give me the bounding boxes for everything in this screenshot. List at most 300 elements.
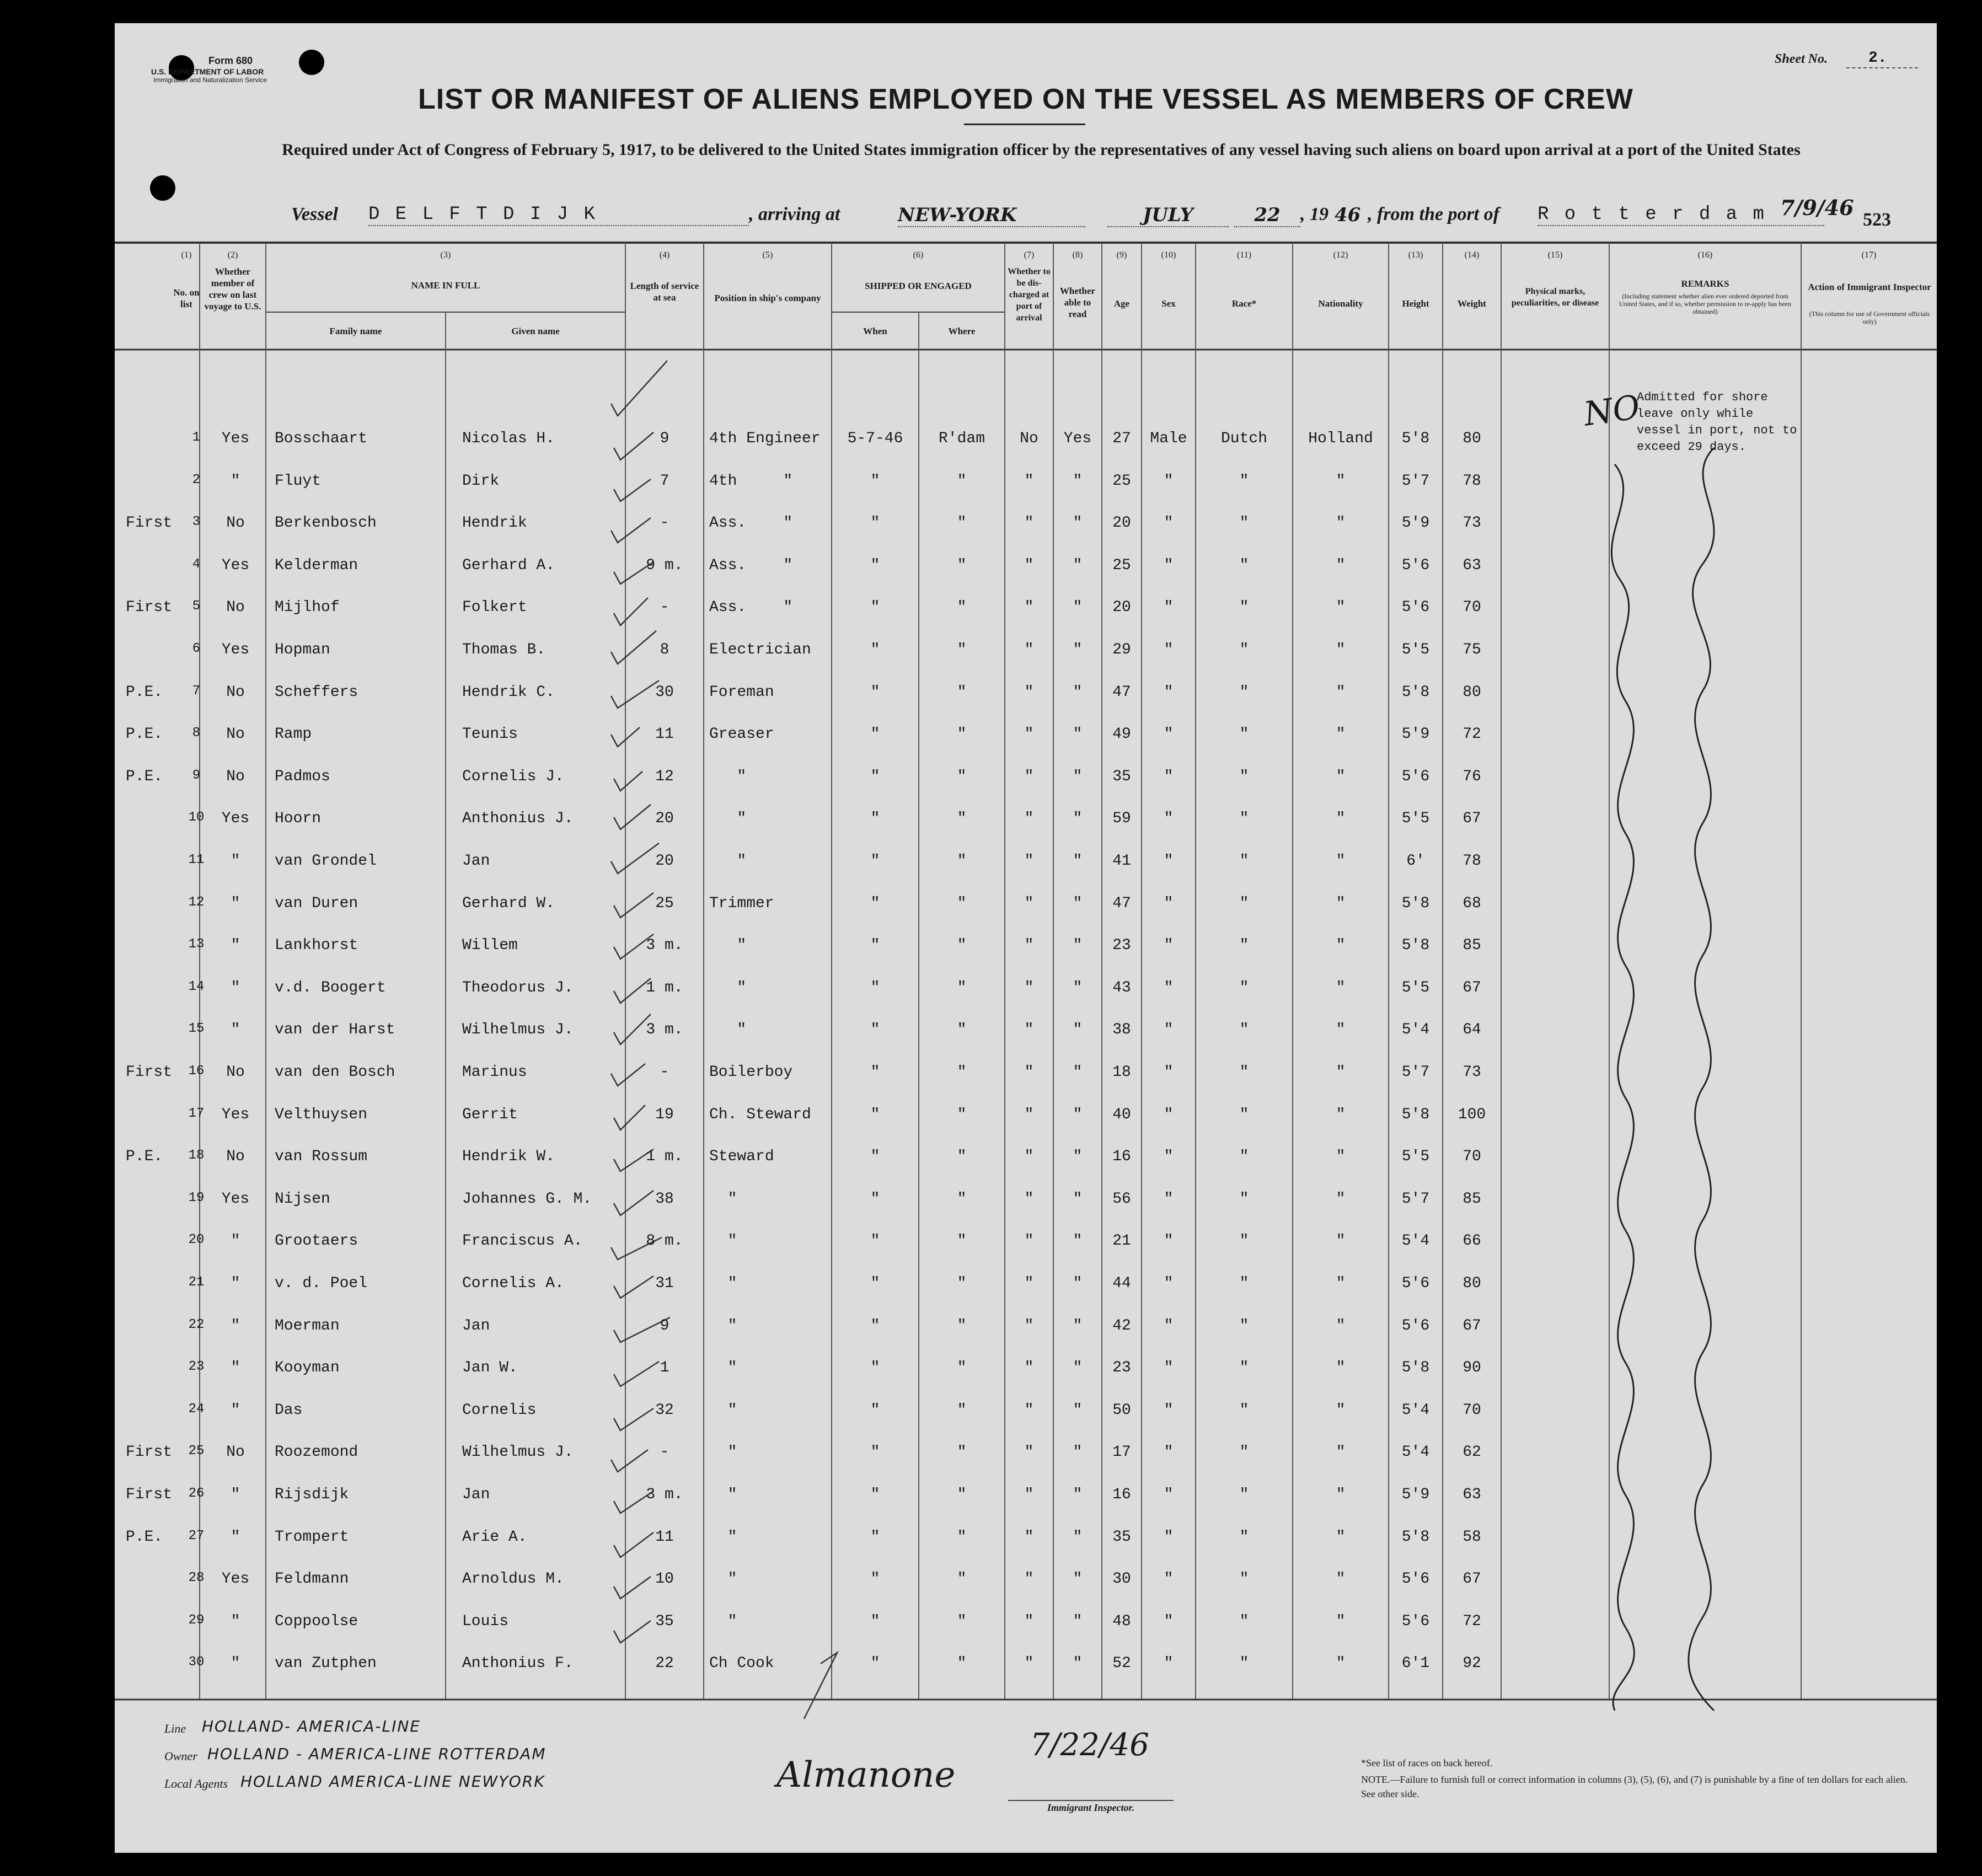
shipped-when: " [870, 557, 880, 574]
age: 56 [1112, 1191, 1131, 1208]
race: " [1239, 979, 1249, 996]
shipped-when: " [870, 1106, 880, 1123]
position: Greaser [709, 726, 774, 743]
given-name: Anthonius J. [462, 810, 574, 827]
able-to-read: " [1073, 1444, 1083, 1461]
column-number: (2) [227, 250, 238, 260]
list-number: 17 [188, 1106, 205, 1121]
family-name: van Rossum [275, 1148, 368, 1165]
service-length: 38 [655, 1191, 674, 1208]
able-to-read: " [1073, 937, 1083, 954]
service-length: 1 m. [646, 979, 683, 996]
family-name: Padmos [275, 768, 330, 785]
family-name: van der Harst [275, 1021, 395, 1038]
owner-label: Owner [164, 1749, 197, 1763]
sex: " [1164, 1275, 1174, 1292]
column-number: (1) [181, 250, 192, 260]
family-name: van Duren [275, 895, 358, 912]
height: 5'8 [1401, 895, 1430, 912]
given-name: Jan [462, 1486, 490, 1503]
height: 5'6 [1401, 557, 1430, 574]
shipped-where: " [957, 1317, 967, 1334]
family-name: Nijsen [275, 1191, 330, 1208]
age: 43 [1112, 979, 1131, 996]
race: " [1239, 599, 1249, 616]
header-age: Age [1113, 298, 1130, 309]
to-be-discharged: " [1024, 514, 1034, 532]
arrival-port: NEW-YORK [898, 204, 1085, 227]
shipped-when: " [870, 1275, 880, 1292]
last-voyage-member: " [231, 937, 240, 954]
list-number: 5 [192, 599, 201, 614]
shipped-where: " [957, 599, 967, 616]
nationality: " [1336, 557, 1346, 574]
service-length: 12 [655, 768, 674, 785]
race: " [1239, 557, 1249, 574]
sex: " [1164, 1359, 1174, 1376]
given-name: Marinus [462, 1064, 527, 1081]
family-name: Hopman [275, 641, 330, 658]
able-to-read: " [1073, 1359, 1083, 1376]
sex: " [1164, 1613, 1174, 1630]
shipped-when: " [870, 641, 880, 658]
nationality: " [1336, 1655, 1346, 1672]
race: " [1239, 1275, 1249, 1292]
last-voyage-member: Yes [221, 1191, 250, 1208]
nationality: " [1336, 514, 1346, 532]
shipped-when: " [870, 599, 880, 616]
shipped-where: " [957, 1486, 967, 1503]
race: " [1239, 1444, 1249, 1461]
able-to-read: " [1073, 641, 1083, 658]
nationality: " [1336, 641, 1346, 658]
last-voyage-member: No [226, 1148, 245, 1165]
weight: 70 [1463, 1402, 1481, 1419]
sex: " [1164, 1106, 1174, 1123]
age: 17 [1112, 1444, 1131, 1461]
age: 25 [1112, 557, 1131, 574]
department-name: U.S. DEPARTMENT OF LABOR [151, 67, 264, 76]
column-number: (13) [1408, 250, 1423, 260]
shipped-where: " [957, 1021, 967, 1038]
sex: " [1164, 853, 1174, 870]
entry-note: First [126, 514, 173, 532]
age: 52 [1112, 1655, 1131, 1672]
race: " [1239, 1571, 1249, 1588]
given-name: Johannes G. M. [462, 1191, 592, 1208]
age: 47 [1112, 895, 1131, 912]
shipped-when: " [870, 1021, 880, 1038]
to-be-discharged: " [1024, 853, 1034, 870]
service-length: 1 m. [646, 1148, 683, 1165]
column-number: (15) [1547, 250, 1563, 260]
header-race: Race* [1231, 298, 1257, 309]
header-inspector-action: Action of Immigrant Inspector [1808, 282, 1931, 292]
weight: 70 [1463, 599, 1481, 616]
able-to-read: " [1073, 1106, 1083, 1123]
to-be-discharged: " [1024, 937, 1034, 954]
age: 20 [1112, 599, 1131, 616]
column-number: (5) [762, 250, 773, 260]
to-be-discharged: " [1024, 1402, 1034, 1419]
able-to-read: " [1073, 514, 1083, 532]
age: 44 [1112, 1275, 1131, 1292]
race: " [1239, 1021, 1249, 1038]
given-name: Nicolas H. [462, 430, 555, 447]
given-name: Jan W. [462, 1359, 518, 1376]
age: 35 [1112, 768, 1131, 785]
service-length: 19 [655, 1106, 674, 1123]
sex: " [1164, 810, 1174, 827]
list-number: 20 [188, 1232, 205, 1247]
to-be-discharged: " [1024, 557, 1034, 574]
service-length: 3 m. [646, 937, 683, 954]
sex: " [1164, 726, 1174, 743]
sex: " [1164, 514, 1174, 532]
weight: 75 [1463, 641, 1481, 658]
family-name: Das [275, 1402, 303, 1419]
service-length: 35 [655, 1613, 674, 1630]
able-to-read: " [1073, 1275, 1083, 1292]
service-length: 32 [655, 1402, 674, 1419]
shipped-where: " [957, 514, 967, 532]
family-name: Velthuysen [275, 1106, 368, 1123]
list-number: 7 [192, 684, 201, 699]
position: " [709, 937, 747, 954]
column-number: (16) [1697, 250, 1713, 260]
age: 35 [1112, 1529, 1131, 1546]
nationality: " [1336, 768, 1346, 785]
nationality: " [1336, 979, 1346, 996]
height: 5'5 [1401, 641, 1430, 658]
position: " [709, 1317, 737, 1334]
shipped-where: " [957, 1148, 967, 1165]
height: 5'6 [1401, 1571, 1430, 1588]
last-voyage-member: " [231, 1402, 240, 1419]
weight: 73 [1463, 1064, 1481, 1081]
header-length-service: Length of service at sea [630, 281, 699, 303]
sex: " [1164, 1444, 1174, 1461]
entry-note: P.E. [126, 768, 163, 785]
nationality: " [1336, 1571, 1346, 1588]
weight: 90 [1463, 1359, 1481, 1376]
service-length: 3 m. [646, 1021, 683, 1038]
to-be-discharged: " [1024, 1232, 1034, 1250]
position: Steward [709, 1148, 774, 1165]
shipped-when: " [870, 1191, 880, 1208]
able-to-read: Yes [1063, 430, 1092, 447]
last-voyage-member: No [226, 1064, 245, 1081]
height: 5'8 [1401, 1106, 1430, 1123]
shipped-when: " [870, 473, 880, 490]
column-number: (6) [913, 250, 924, 260]
family-name: Kelderman [275, 557, 358, 574]
family-name: van den Bosch [275, 1064, 395, 1081]
last-voyage-member: Yes [221, 810, 250, 827]
given-name: Franciscus A. [462, 1232, 583, 1250]
to-be-discharged: " [1024, 1191, 1034, 1208]
entry-note: First [126, 599, 173, 616]
list-number: 10 [188, 810, 205, 825]
weight: 72 [1463, 1613, 1481, 1630]
age: 49 [1112, 726, 1131, 743]
list-number: 3 [192, 514, 201, 529]
given-name: Wilhelmus J. [462, 1021, 574, 1038]
weight: 63 [1463, 557, 1481, 574]
given-name: Cornelis [462, 1402, 537, 1419]
header-height: Height [1402, 298, 1429, 309]
age: 50 [1112, 1402, 1131, 1419]
last-voyage-member: " [231, 895, 240, 912]
last-voyage-member: No [226, 514, 245, 532]
height: 5'8 [1401, 684, 1430, 701]
position: " [709, 1444, 737, 1461]
list-number: 16 [188, 1064, 205, 1079]
shipped-when: " [870, 1486, 880, 1503]
sex: " [1164, 1486, 1174, 1503]
vessel-label: Vessel [291, 204, 338, 224]
height: 5'7 [1401, 473, 1430, 490]
signature-date: 7/22/46 [1030, 1727, 1149, 1763]
header-family-name: Family name [329, 326, 382, 336]
height: 5'6 [1401, 1275, 1430, 1292]
family-name: Trompert [275, 1529, 349, 1546]
family-name: Fluyt [275, 473, 322, 490]
able-to-read: " [1073, 1571, 1083, 1588]
race: " [1239, 1359, 1249, 1376]
given-name: Wilhelmus J. [462, 1444, 574, 1461]
service-length: 11 [655, 1529, 674, 1546]
position: Foreman [709, 684, 774, 701]
given-name: Gerhard A. [462, 557, 555, 574]
position: 4th " [709, 473, 793, 490]
family-name: Scheffers [275, 684, 358, 701]
height: 5'8 [1401, 937, 1430, 954]
given-name: Cornelis A. [462, 1275, 564, 1292]
entry-note: P.E. [126, 1148, 163, 1165]
column-number: (7) [1024, 250, 1035, 260]
shipped-where: " [957, 1402, 967, 1419]
race: " [1239, 1232, 1249, 1250]
race: " [1239, 1655, 1249, 1672]
shipped-where: " [957, 979, 967, 996]
nationality: " [1336, 1359, 1346, 1376]
list-number: 14 [188, 979, 205, 994]
able-to-read: " [1073, 810, 1083, 827]
service-length: 8 m. [646, 1232, 683, 1250]
to-be-discharged: " [1024, 473, 1034, 490]
able-to-read: " [1073, 853, 1083, 870]
last-voyage-member: " [231, 473, 240, 490]
given-name: Jan [462, 853, 490, 870]
height: 5'9 [1401, 726, 1430, 743]
position: " [709, 1232, 737, 1250]
family-name: van Zutphen [275, 1655, 377, 1672]
to-be-discharged: " [1024, 684, 1034, 701]
column-number: (11) [1236, 250, 1252, 260]
race: " [1239, 1106, 1249, 1123]
header-shipped-engaged: SHIPPED OR ENGAGED [865, 281, 972, 291]
nationality: " [1336, 1021, 1346, 1038]
header-sex: Sex [1161, 298, 1176, 309]
able-to-read: " [1073, 1613, 1083, 1630]
list-number: 30 [188, 1655, 205, 1670]
race: " [1239, 1317, 1249, 1334]
age: 41 [1112, 853, 1131, 870]
nationality: " [1336, 1191, 1346, 1208]
given-name: Theodorus J. [462, 979, 574, 996]
sheet-number-value: 2. [1868, 50, 1887, 67]
nationality: " [1336, 1486, 1346, 1503]
sex: " [1164, 1191, 1174, 1208]
given-name: Anthonius F. [462, 1655, 574, 1672]
weight: 76 [1463, 768, 1481, 785]
given-name: Hendrik W. [462, 1148, 555, 1165]
weight: 73 [1463, 514, 1481, 532]
service-length: - [660, 1064, 669, 1081]
service-length: 9 [660, 1317, 669, 1334]
weight: 78 [1463, 473, 1481, 490]
list-number: 8 [192, 726, 201, 741]
to-be-discharged: " [1024, 1021, 1034, 1038]
last-voyage-member: No [226, 599, 245, 616]
able-to-read: " [1073, 768, 1083, 785]
column-number: (10) [1161, 250, 1176, 260]
race: " [1239, 1064, 1249, 1081]
age: 25 [1112, 473, 1131, 490]
to-be-discharged: " [1024, 1317, 1034, 1334]
sex: " [1164, 1317, 1174, 1334]
race: " [1239, 810, 1249, 827]
height: 5'6 [1401, 599, 1430, 616]
height: 5'5 [1401, 810, 1430, 827]
sex: " [1164, 937, 1174, 954]
position: " [709, 853, 747, 870]
to-be-discharged: " [1024, 599, 1034, 616]
given-name: Cornelis J. [462, 768, 564, 785]
shipped-when: " [870, 853, 880, 870]
height: 5'4 [1401, 1021, 1430, 1038]
race: " [1239, 1486, 1249, 1503]
shipped-where: " [957, 726, 967, 743]
list-number: 25 [188, 1444, 205, 1459]
shipped-when: " [870, 514, 880, 532]
age: 27 [1112, 430, 1131, 447]
age: 59 [1112, 810, 1131, 827]
shipped-where: " [957, 895, 967, 912]
age: 42 [1112, 1317, 1131, 1334]
to-be-discharged: " [1024, 895, 1034, 912]
from-port-label: , from the port of [1368, 204, 1499, 224]
service-length: 20 [655, 810, 674, 827]
able-to-read: " [1073, 726, 1083, 743]
family-name: Grootaers [275, 1232, 358, 1250]
departure-port: R o t t e r d a m [1538, 204, 1824, 226]
race-note: *See list of races on back hereof. [1361, 1757, 1493, 1768]
height: 5'4 [1401, 1232, 1430, 1250]
to-be-discharged: " [1024, 1571, 1034, 1588]
list-number: 6 [192, 641, 201, 656]
to-be-discharged: " [1024, 1106, 1034, 1123]
weight: 67 [1463, 1571, 1481, 1588]
header-given-name: Given name [511, 326, 560, 336]
last-voyage-member: Yes [221, 1106, 250, 1123]
column-number: (8) [1072, 250, 1083, 260]
sex: " [1164, 1232, 1174, 1250]
shipped-where: " [957, 1444, 967, 1461]
to-be-discharged: " [1024, 1359, 1034, 1376]
page-subtitle: Required under Act of Congress of February 5, 1917, to be delivered to the United States immigration officer by the representatives of any vessel having such aliens on board upon arrival at a port of the United States [282, 141, 1801, 159]
shipped-where: " [957, 1529, 967, 1546]
last-voyage-member: No [226, 684, 245, 701]
position: " [709, 1402, 737, 1419]
position: " [709, 768, 747, 785]
nationality: " [1336, 810, 1346, 827]
entry-note: First [126, 1486, 173, 1503]
service-length: 1 [660, 1359, 669, 1376]
to-be-discharged: " [1024, 1613, 1034, 1630]
able-to-read: " [1073, 1232, 1083, 1250]
age: 20 [1112, 514, 1131, 532]
nationality: " [1336, 599, 1346, 616]
height: 5'6 [1401, 768, 1430, 785]
position: " [709, 1275, 737, 1292]
age: 29 [1112, 641, 1131, 658]
to-be-discharged: " [1024, 810, 1034, 827]
given-name: Folkert [462, 599, 527, 616]
list-number: 4 [192, 557, 201, 572]
family-name: van Grondel [275, 853, 377, 870]
entry-note: First [126, 1444, 173, 1461]
list-number: 13 [188, 937, 205, 952]
service-length: - [660, 514, 669, 532]
able-to-read: " [1073, 1486, 1083, 1503]
nationality: " [1336, 937, 1346, 954]
race: " [1239, 641, 1249, 658]
sex: " [1164, 684, 1174, 701]
able-to-read: " [1073, 473, 1083, 490]
last-voyage-member: Yes [221, 641, 250, 658]
weight: 80 [1463, 430, 1481, 447]
column-number: (12) [1333, 250, 1348, 260]
nationality: " [1336, 1106, 1346, 1123]
age: 23 [1112, 1359, 1131, 1376]
header-where: Where [948, 326, 976, 336]
nationality: " [1336, 895, 1346, 912]
inspector-signature: Almanone [776, 1755, 956, 1795]
family-name: Moerman [275, 1317, 340, 1334]
position: " [709, 1486, 737, 1503]
given-name: Dirk [462, 473, 500, 490]
to-be-discharged: " [1024, 641, 1034, 658]
shipped-when: " [870, 979, 880, 996]
able-to-read: " [1073, 895, 1083, 912]
able-to-read: " [1073, 1021, 1083, 1038]
service-length: 9 [660, 430, 669, 447]
race: Dutch [1220, 430, 1267, 447]
arrival-month: JULY [1107, 204, 1229, 227]
header-able-read: Whether able to read [1059, 286, 1096, 319]
nationality: " [1336, 726, 1346, 743]
sex: " [1164, 979, 1174, 996]
nationality: " [1336, 473, 1346, 490]
service-length: 10 [655, 1571, 674, 1588]
position: Ch. Steward [709, 1106, 811, 1123]
position: Ass. " [709, 514, 793, 532]
family-name: Lankhorst [275, 937, 358, 954]
weight: 80 [1463, 684, 1481, 701]
to-be-discharged: " [1024, 768, 1034, 785]
